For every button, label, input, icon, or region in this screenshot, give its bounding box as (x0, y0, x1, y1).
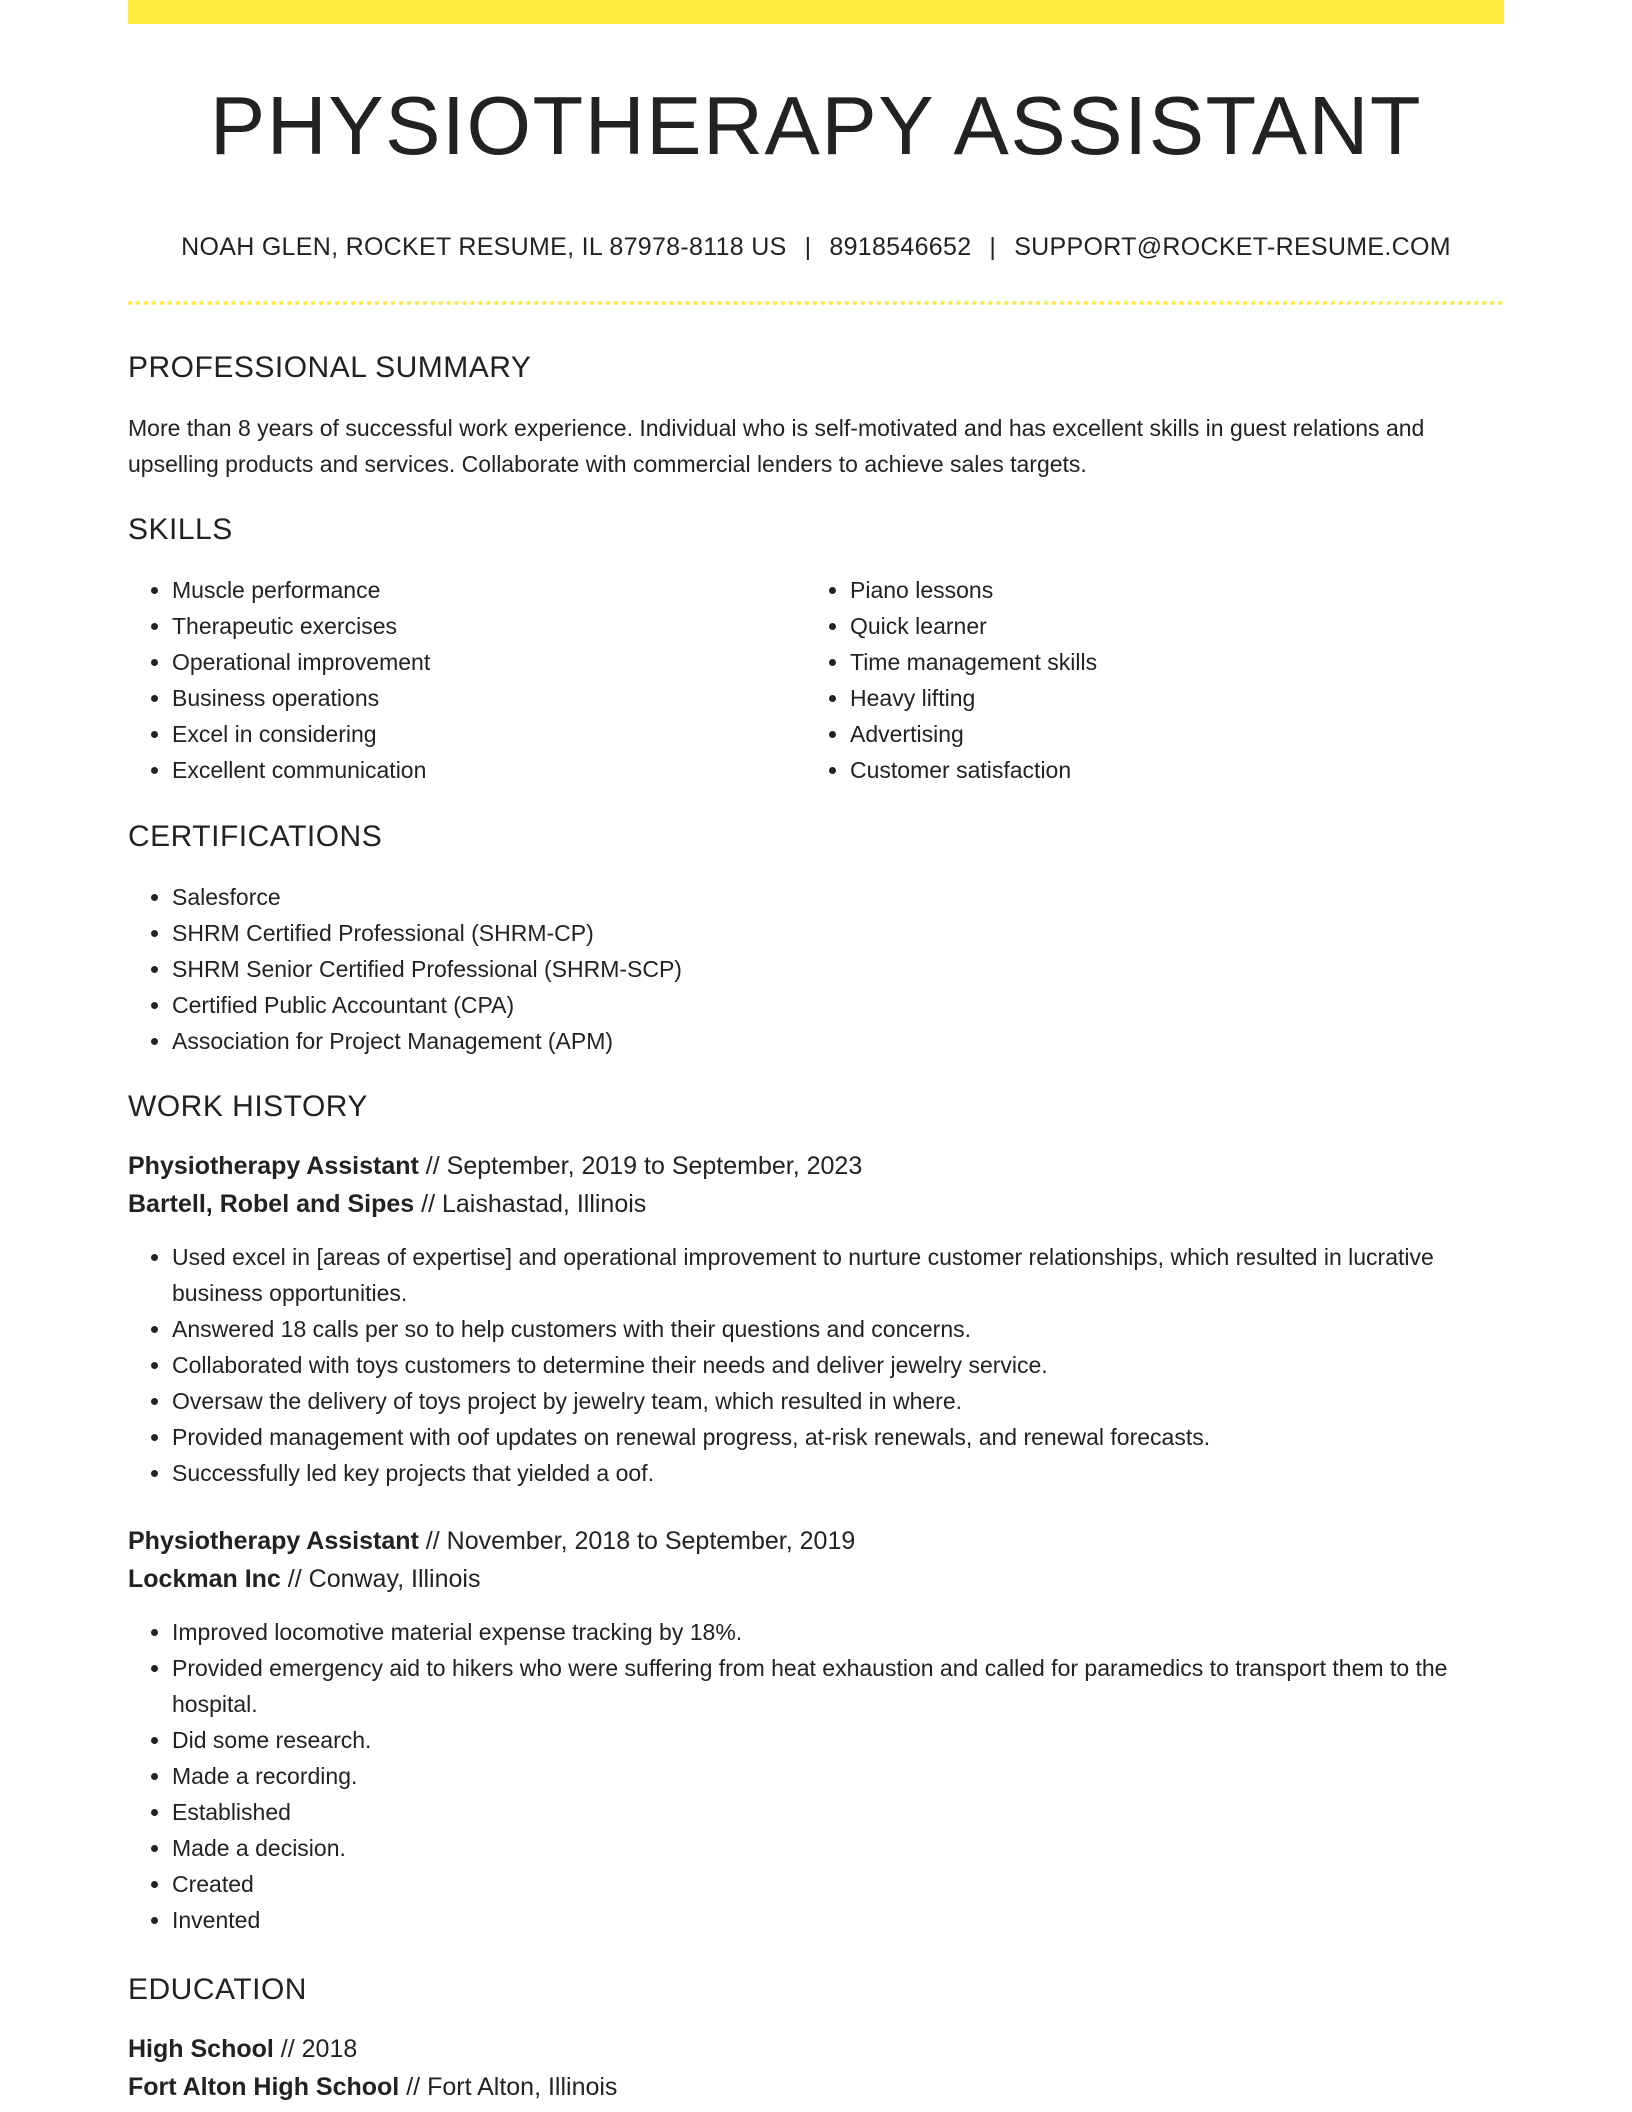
resume-content (128, 24, 1504, 2106)
job-location: Conway, Illinois (308, 1565, 481, 1594)
skill-item: • Quick learner (850, 608, 1484, 644)
job-bullet: • Did some research. (172, 1722, 1504, 1758)
contact-separator: | (989, 233, 997, 262)
education-school: Fort Alton High School (128, 2073, 400, 2102)
job-bullet: • Used excel in [areas of expertise] and operational improvement to nurture customer relationships, which resulted in lucrative business opportunities. (172, 1239, 1504, 1311)
certification-item: • SHRM Senior Certified Professional (SHRM-SCP) (172, 951, 1504, 987)
job-bullet-list (128, 1614, 1504, 1938)
skill-item: • Operational improvement (172, 644, 806, 680)
job-bullet: • Collaborated with toys customers to determine their needs and deliver jewelry service. (172, 1347, 1504, 1383)
job-bullet: • Answered 18 calls per so to help customers with their questions and concerns. (172, 1311, 1504, 1347)
job-bullet: • Provided management with oof updates on renewal progress, at-risk renewals, and renewal forecasts. (172, 1419, 1504, 1455)
contact-line (128, 233, 1504, 262)
job-title: Physiotherapy Assistant (128, 1527, 419, 1556)
skills-column-right (806, 572, 1484, 788)
job-company: Lockman Inc (128, 1565, 281, 1594)
skill-item: • Therapeutic exercises (172, 608, 806, 644)
separator: // (287, 1565, 302, 1594)
skill-item: • Heavy lifting (850, 680, 1484, 716)
skills-list-right (806, 572, 1484, 788)
education-school-line (128, 2068, 1504, 2106)
job-bullet: • Improved locomotive material expense tracking by 18%. (172, 1614, 1504, 1650)
work-history-heading: WORK HISTORY (128, 1090, 368, 1124)
skill-item: • Advertising (850, 716, 1484, 752)
skill-item: • Muscle performance (172, 572, 806, 608)
summary-text: More than 8 years of successful work experience. Individual who is self-motivated and has excellent skills in guest relations and upselling products and services. Collaborate with commercial lenders to achieve sales targets. (128, 415, 1425, 478)
job-bullet: • Made a decision. (172, 1830, 1504, 1866)
skill-item: • Excel in considering (172, 716, 806, 752)
accent-bar (128, 0, 1504, 24)
work-history-section (128, 1089, 1504, 1938)
job-company-line (128, 1185, 1504, 1223)
job-bullet: • Successfully led key projects that yielded a oof. (172, 1455, 1504, 1491)
skills-heading: SKILLS (128, 513, 233, 547)
job-location: Laishastad, Illinois (442, 1190, 647, 1219)
certification-item: • Salesforce (172, 879, 1504, 915)
job-bullet: • Made a recording. (172, 1758, 1504, 1794)
education-degree-line (128, 2030, 1504, 2068)
job-title: Physiotherapy Assistant (128, 1152, 419, 1181)
summary-heading: PROFESSIONAL SUMMARY (128, 351, 532, 385)
page-title: PHYSIOTHERAPY ASSISTANT (209, 79, 1423, 172)
certifications-heading: CERTIFICATIONS (128, 820, 383, 854)
education-degree: High School (128, 2035, 274, 2064)
skill-item: • Excellent communication (172, 752, 806, 788)
contact-phone: 8918546652 (829, 233, 972, 262)
summary-section (128, 350, 1504, 482)
skill-item: • Time management skills (850, 644, 1484, 680)
skill-item: • Piano lessons (850, 572, 1484, 608)
job-dates: September, 2019 to September, 2023 (446, 1152, 863, 1181)
skill-item: • Customer satisfaction (850, 752, 1484, 788)
education-year: 2018 (301, 2035, 358, 2064)
job-bullet: • Established (172, 1794, 1504, 1830)
job-company-line (128, 1560, 1504, 1598)
skills-section (128, 512, 1504, 788)
job-bullet-list (128, 1239, 1504, 1491)
certifications-list (128, 879, 1504, 1059)
job-company: Bartell, Robel and Sipes (128, 1190, 415, 1219)
skills-column-left (128, 572, 806, 788)
job-title-line (128, 1522, 1504, 1560)
job-bullet: • Oversaw the delivery of toys project by jewelry team, which resulted in where. (172, 1383, 1504, 1419)
contact-separator: | (804, 233, 812, 262)
job-bullet: • Created (172, 1866, 1504, 1902)
job-bullet: • Invented (172, 1902, 1504, 1938)
education-section (128, 1972, 1504, 2106)
certification-item: • Association for Project Management (APM) (172, 1023, 1504, 1059)
contact-address: NOAH GLEN, ROCKET RESUME, IL 87978-8118 US (181, 233, 787, 262)
skills-list-left (128, 572, 806, 788)
job-dates: November, 2018 to September, 2019 (446, 1527, 856, 1556)
certification-item: • Certified Public Accountant (CPA) (172, 987, 1504, 1023)
contact-email: SUPPORT@ROCKET-RESUME.COM (1014, 233, 1451, 262)
certification-item: • SHRM Certified Professional (SHRM-CP) (172, 915, 1504, 951)
skill-item: • Business operations (172, 680, 806, 716)
education-location: Fort Alton, Illinois (427, 2073, 618, 2102)
dotted-divider (128, 301, 1504, 305)
certifications-section (128, 819, 1504, 1059)
separator: // (406, 2073, 421, 2102)
separator: // (425, 1152, 440, 1181)
education-heading: EDUCATION (128, 1973, 307, 2007)
separator: // (421, 1190, 436, 1219)
skills-columns (128, 572, 1504, 788)
separator: // (425, 1527, 440, 1556)
job-bullet: • Provided emergency aid to hikers who were suffering from heat exhaustion and called for paramedics to transport them to the hospital. (172, 1650, 1504, 1722)
separator: // (280, 2035, 295, 2064)
job-title-line (128, 1147, 1504, 1185)
